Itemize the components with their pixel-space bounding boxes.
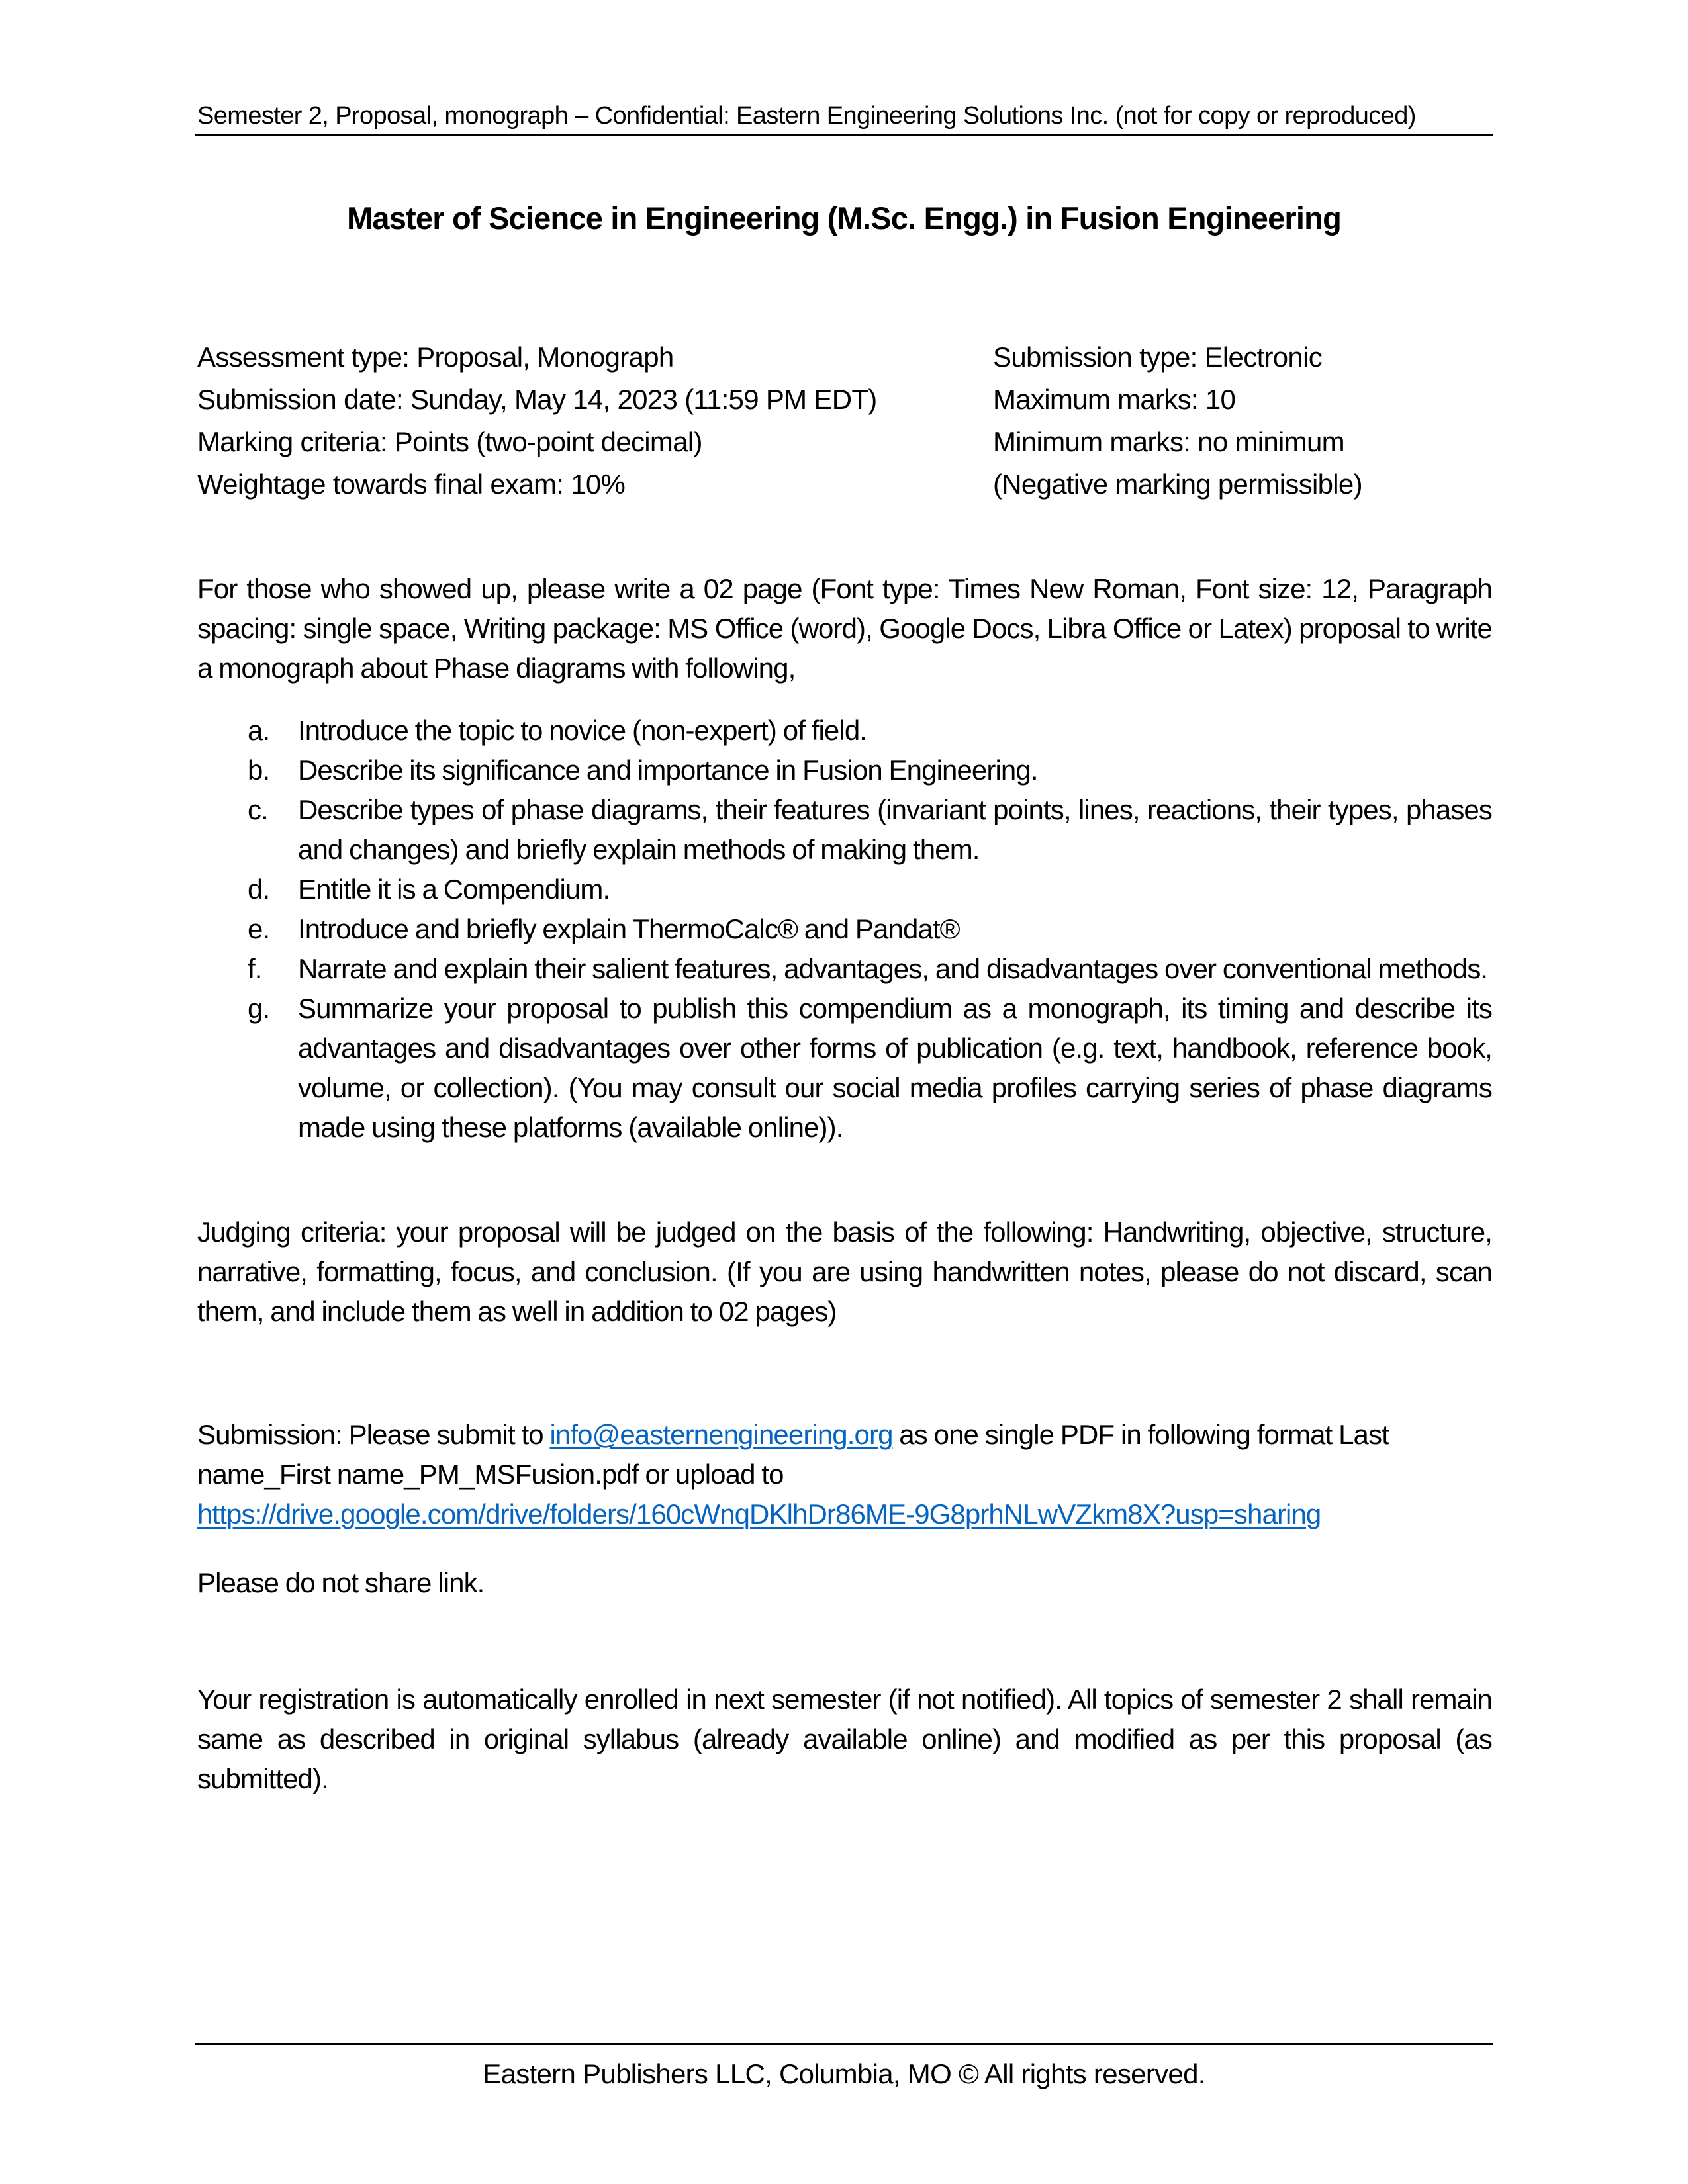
assessment-meta-right — [993, 336, 1362, 506]
list-marker: c. — [248, 794, 268, 825]
submission-prefix: Submission: Please submit to — [197, 1419, 550, 1450]
maximum-marks: Maximum marks: 10 — [993, 384, 1236, 415]
list-marker: f. — [248, 953, 262, 984]
list-item-text: Entitle it is a Compendium. — [298, 874, 610, 905]
submission-type: Submission type: Electronic — [993, 341, 1322, 373]
list-item — [197, 989, 1492, 1148]
submission-date: Submission date: Sunday, May 14, 2023 (11:59 PM EDT) — [197, 384, 877, 415]
page-footer: Eastern Publishers LLC, Columbia, MO © All rights reserved. — [483, 2058, 1205, 2089]
list-item-text: Introduce the topic to novice (non-expert) of field. — [298, 715, 867, 746]
requirements-list — [197, 711, 1492, 1148]
minimum-marks: Minimum marks: no minimum — [993, 426, 1344, 457]
list-item — [197, 751, 1492, 790]
list-marker: a. — [248, 715, 270, 746]
list-item — [197, 790, 1492, 870]
marking-criteria: Marking criteria: Points (two-point decimal) — [197, 426, 702, 457]
running-header: Semester 2, Proposal, monograph – Confidential: Eastern Engineering Solutions Inc. (not for copy or reproduced) — [197, 102, 1416, 130]
list-item-text: Describe its significance and importance in Fusion Engineering. — [298, 754, 1038, 786]
list-item — [197, 870, 1492, 909]
header-rule — [195, 134, 1493, 136]
no-share-notice: Please do not share link. — [197, 1567, 485, 1598]
assessment-meta-left — [197, 336, 877, 506]
list-item-text: Introduce and briefly explain ThermoCalc® and Pandat® — [298, 913, 960, 944]
assessment-type: Assessment type: Proposal, Monograph — [197, 341, 674, 373]
drive-folder-link[interactable]: https://drive.google.com/drive/folders/160cWnqDKlhDr86ME-9G8prhNLwVZkm8X?usp=sharing — [197, 1498, 1321, 1529]
list-marker: b. — [248, 754, 270, 786]
list-item-text: Narrate and explain their salient features, advantages, and disadvantages over conventional methods. — [298, 953, 1488, 984]
judging-criteria-paragraph: Judging criteria: your proposal will be judged on the basis of the following: Handwriting, objective, structure, narrative, formatting, focus, and conclusion. (If you are using handwritten notes, please do not discard, scan them, and include them as well in addition to 02 pages) — [197, 1216, 1492, 1327]
weightage: Weightage towards final exam: 10% — [197, 469, 626, 500]
intro-paragraph: For those who showed up, please write a 02 page (Font type: Times New Roman, Font size: 12, Paragraph spacing: single space, Writing package: MS Office (word), Google Docs, Libra Office or Latex) proposal to write a monograph about Phase diagrams with following, — [197, 573, 1492, 684]
list-item-text: Summarize your proposal to publish this compendium as a monograph, its timing and describe its advantages and disadvantages over other forms of publication (e.g. text, handbook, reference book, volume, or collection). (You may consult our social media profiles carrying series of phase diagrams made using these platforms (available online)). — [298, 993, 1492, 1143]
list-item-text: Describe types of phase diagrams, their features (invariant points, lines, reactions, their types, phases and changes) and briefly explain methods of making them. — [298, 794, 1492, 865]
submission-middle: as one single PDF in following format Last name_First name_PM_MSFusion.pdf or upload to — [197, 1419, 1389, 1490]
negative-marking-note: (Negative marking permissible) — [993, 469, 1362, 500]
list-marker: d. — [248, 874, 270, 905]
email-link[interactable]: info@easternengineering.org — [549, 1419, 893, 1450]
list-item — [197, 949, 1492, 989]
list-item — [197, 711, 1492, 751]
list-marker: g. — [248, 993, 270, 1024]
footer-rule — [195, 2043, 1493, 2045]
registration-paragraph: Your registration is automatically enrolled in next semester (if not notified). All topics of semester 2 shall remain same as described in original syllabus (already available online) and modified as per this proposal (as submitted). — [197, 1684, 1492, 1794]
document-title: Master of Science in Engineering (M.Sc. Engg.) in Fusion Engineering — [347, 201, 1341, 236]
list-marker: e. — [248, 913, 270, 944]
submission-paragraph — [197, 1415, 1492, 1534]
list-item — [197, 909, 1492, 949]
